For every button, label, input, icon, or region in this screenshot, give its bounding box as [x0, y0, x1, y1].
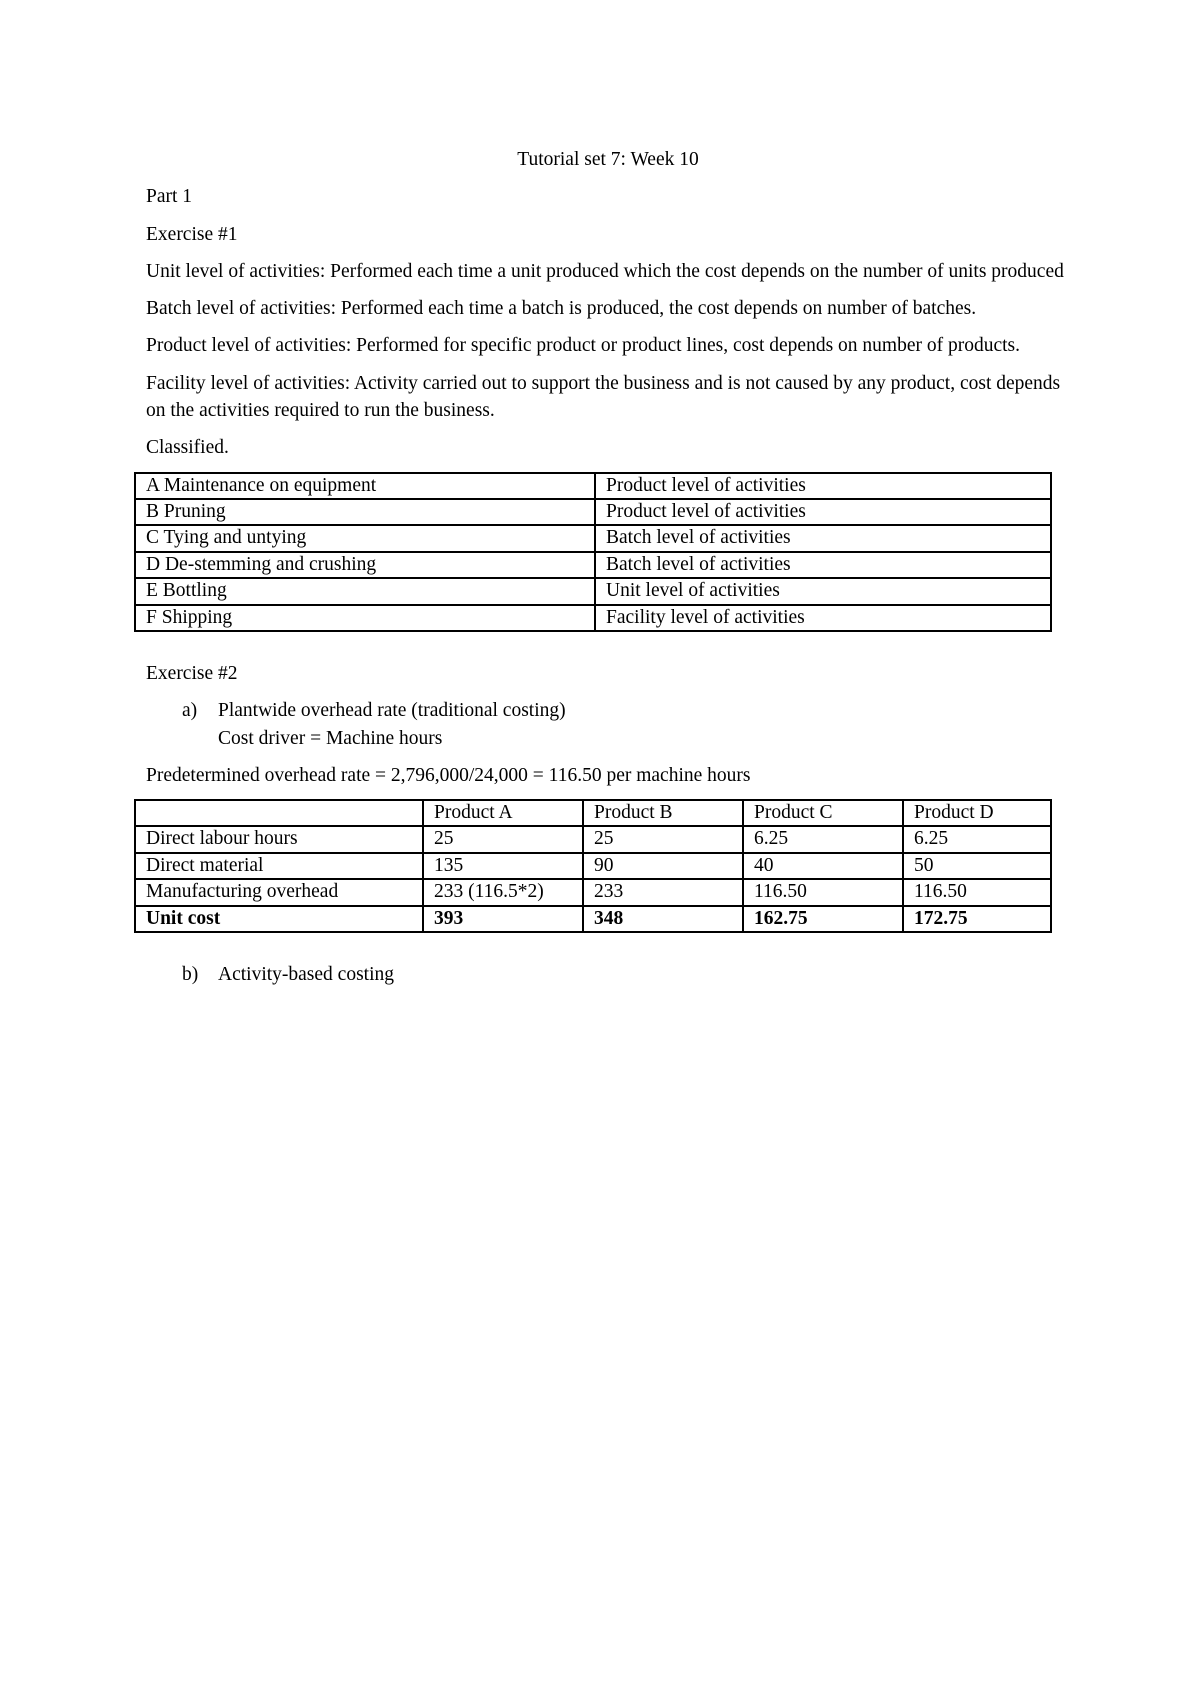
table-cell: 135 — [423, 853, 583, 879]
table-cell: 25 — [583, 826, 743, 852]
spacer — [146, 947, 1070, 961]
spacer — [146, 646, 1070, 660]
table-cell: 25 — [423, 826, 583, 852]
table-row — [135, 879, 1051, 905]
table-header-cell: Product A — [423, 800, 583, 826]
overhead-rate-line: Predetermined overhead rate = 2,796,000/24,000 = 116.50 per machine hours — [146, 764, 751, 786]
table-cell: 6.25 — [743, 826, 903, 852]
table-cell: 162.75 — [743, 906, 903, 932]
table-cell: 90 — [583, 853, 743, 879]
table-cell: Batch level of activities — [595, 525, 1051, 551]
page-title: Tutorial set 7: Week 10 — [517, 149, 699, 170]
list-item-b — [146, 961, 1070, 988]
table-cell: E Bottling — [135, 578, 595, 604]
table-row — [135, 552, 1051, 578]
table-header-row — [135, 800, 1051, 826]
table-row — [135, 525, 1051, 551]
classified-label: Classified. — [146, 437, 229, 459]
table-cell: 116.50 — [743, 879, 903, 905]
table-cell: 50 — [903, 853, 1051, 879]
list-item-line: Cost driver = Machine hours — [218, 727, 443, 749]
unit-cost-table — [134, 799, 1052, 933]
table-cell: Product level of activities — [595, 473, 1051, 499]
table-cell: 6.25 — [903, 826, 1051, 852]
table-cell: Unit cost — [135, 906, 423, 932]
table-row — [135, 853, 1051, 879]
table-cell: 172.75 — [903, 906, 1051, 932]
paragraph-unit-level: Unit level of activities: Performed each time a unit produced which the cost depends on the number of units produced — [146, 260, 1064, 282]
spacer — [146, 933, 1070, 947]
table-cell: Facility level of activities — [595, 605, 1051, 631]
table-cell: C Tying and untying — [135, 525, 595, 551]
list-item-body — [218, 961, 394, 988]
document-content — [146, 146, 1070, 998]
table-header-cell — [135, 800, 423, 826]
table-cell: F Shipping — [135, 605, 595, 631]
exercise-2-heading: Exercise #2 — [146, 662, 238, 684]
classification-table — [134, 472, 1052, 632]
table-header-cell: Product D — [903, 800, 1051, 826]
table-cell: 233 (116.5*2) — [423, 879, 583, 905]
table-cell: 393 — [423, 906, 583, 932]
table-total-row — [135, 906, 1051, 932]
spacer — [146, 632, 1070, 646]
table-cell: Manufacturing overhead — [135, 879, 423, 905]
table-cell: B Pruning — [135, 499, 595, 525]
table-row — [135, 499, 1051, 525]
table-header-cell: Product C — [743, 800, 903, 826]
list-item-a — [146, 697, 1070, 752]
table-cell: Direct labour hours — [135, 826, 423, 852]
part-heading: Part 1 — [146, 186, 193, 208]
exercise-1-heading: Exercise #1 — [146, 223, 238, 245]
paragraph-facility-level: Facility level of activities: Activity carried out to support the business and is not caused by any product, cost depends on the activities required to run the business. — [146, 372, 1061, 422]
table-cell: Direct material — [135, 853, 423, 879]
list-item-line: Activity-based costing — [218, 963, 395, 985]
list-item-body — [218, 697, 566, 752]
table-cell: 233 — [583, 879, 743, 905]
table-cell: 116.50 — [903, 879, 1051, 905]
table-header-cell: Product B — [583, 800, 743, 826]
paragraph-product-level: Product level of activities: Performed for specific product or product lines, cost depends on number of products. — [146, 335, 1021, 357]
table-cell: 348 — [583, 906, 743, 932]
table-cell: 40 — [743, 853, 903, 879]
table-row — [135, 605, 1051, 631]
table-row — [135, 473, 1051, 499]
table-cell: D De-stemming and crushing — [135, 552, 595, 578]
table-row — [135, 578, 1051, 604]
table-row — [135, 826, 1051, 852]
list-marker: b) — [182, 963, 199, 985]
table-cell: A Maintenance on equipment — [135, 473, 595, 499]
table-cell: Batch level of activities — [595, 552, 1051, 578]
list-marker: a) — [182, 700, 198, 722]
table-cell: Unit level of activities — [595, 578, 1051, 604]
paragraph-batch-level: Batch level of activities: Performed each time a batch is produced, the cost depends on number of batches. — [146, 298, 977, 320]
list-item-line: Plantwide overhead rate (traditional costing) — [218, 700, 566, 722]
table-cell: Product level of activities — [595, 499, 1051, 525]
